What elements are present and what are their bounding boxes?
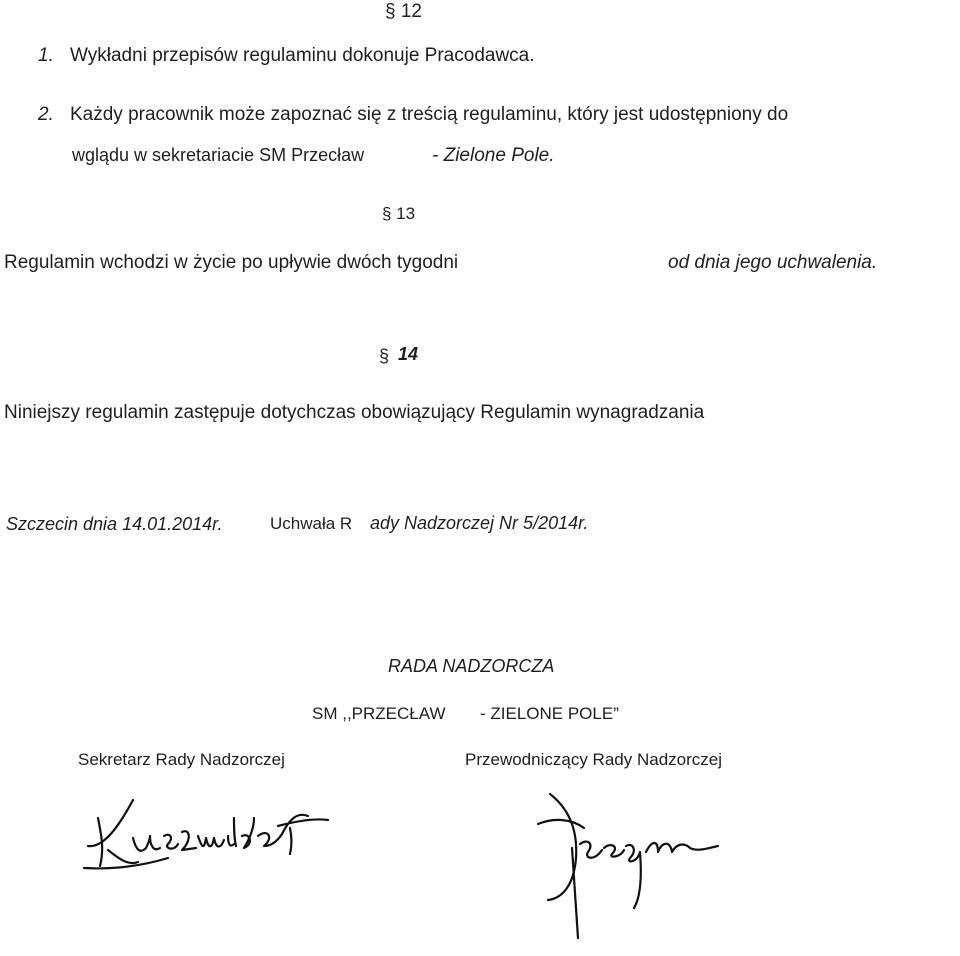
organization-name-suffix: - ZIELONE POLE”	[480, 704, 619, 723]
list-item-2-line1: Każdy pracownik może zapoznać się z treścią regulaminu, który jest udostępniony do	[70, 104, 789, 125]
section-13-text-end: od dnia jego uchwalenia.	[668, 252, 878, 273]
resolution-number: ady Nadzorczej Nr 5/2014r.	[370, 513, 589, 533]
organization-name: SM ,,PRZECŁAW	[312, 704, 446, 723]
board-title: RADA NADZORCZA	[388, 656, 555, 676]
section-14-number: 14	[398, 344, 419, 364]
document-date: Szczecin dnia 14.01.2014r.	[6, 514, 223, 534]
list-item-2-location: - Zielone Pole.	[432, 145, 555, 166]
section-14-text: Niniejszy regulamin zastępuje dotychczas obowiązujący Regulamin wynagradzania	[4, 402, 705, 423]
resolution-label: Uchwała R	[270, 514, 353, 533]
section-14-symbol: §	[379, 346, 390, 366]
list-item-2-line2: wglądu w sekretariacie SM Przecław	[72, 145, 365, 165]
section-12-heading: § 12	[385, 1, 422, 22]
list-item-1-text: Wykładni przepisów regulaminu dokonuje Pracodawca.	[70, 45, 535, 66]
secretary-role: Sekretarz Rady Nadzorczej	[78, 750, 285, 769]
section-13-heading: § 13	[382, 204, 416, 223]
list-item-2-number: 2.	[38, 104, 54, 125]
secretary-signature	[78, 788, 338, 878]
section-13-text: Regulamin wchodzi w życie po upływie dwóch tygodni	[4, 252, 459, 273]
chairman-signature	[528, 788, 748, 948]
chairman-role: Przewodniczący Rady Nadzorczej	[465, 750, 722, 769]
list-item-1-number: 1.	[38, 45, 54, 66]
